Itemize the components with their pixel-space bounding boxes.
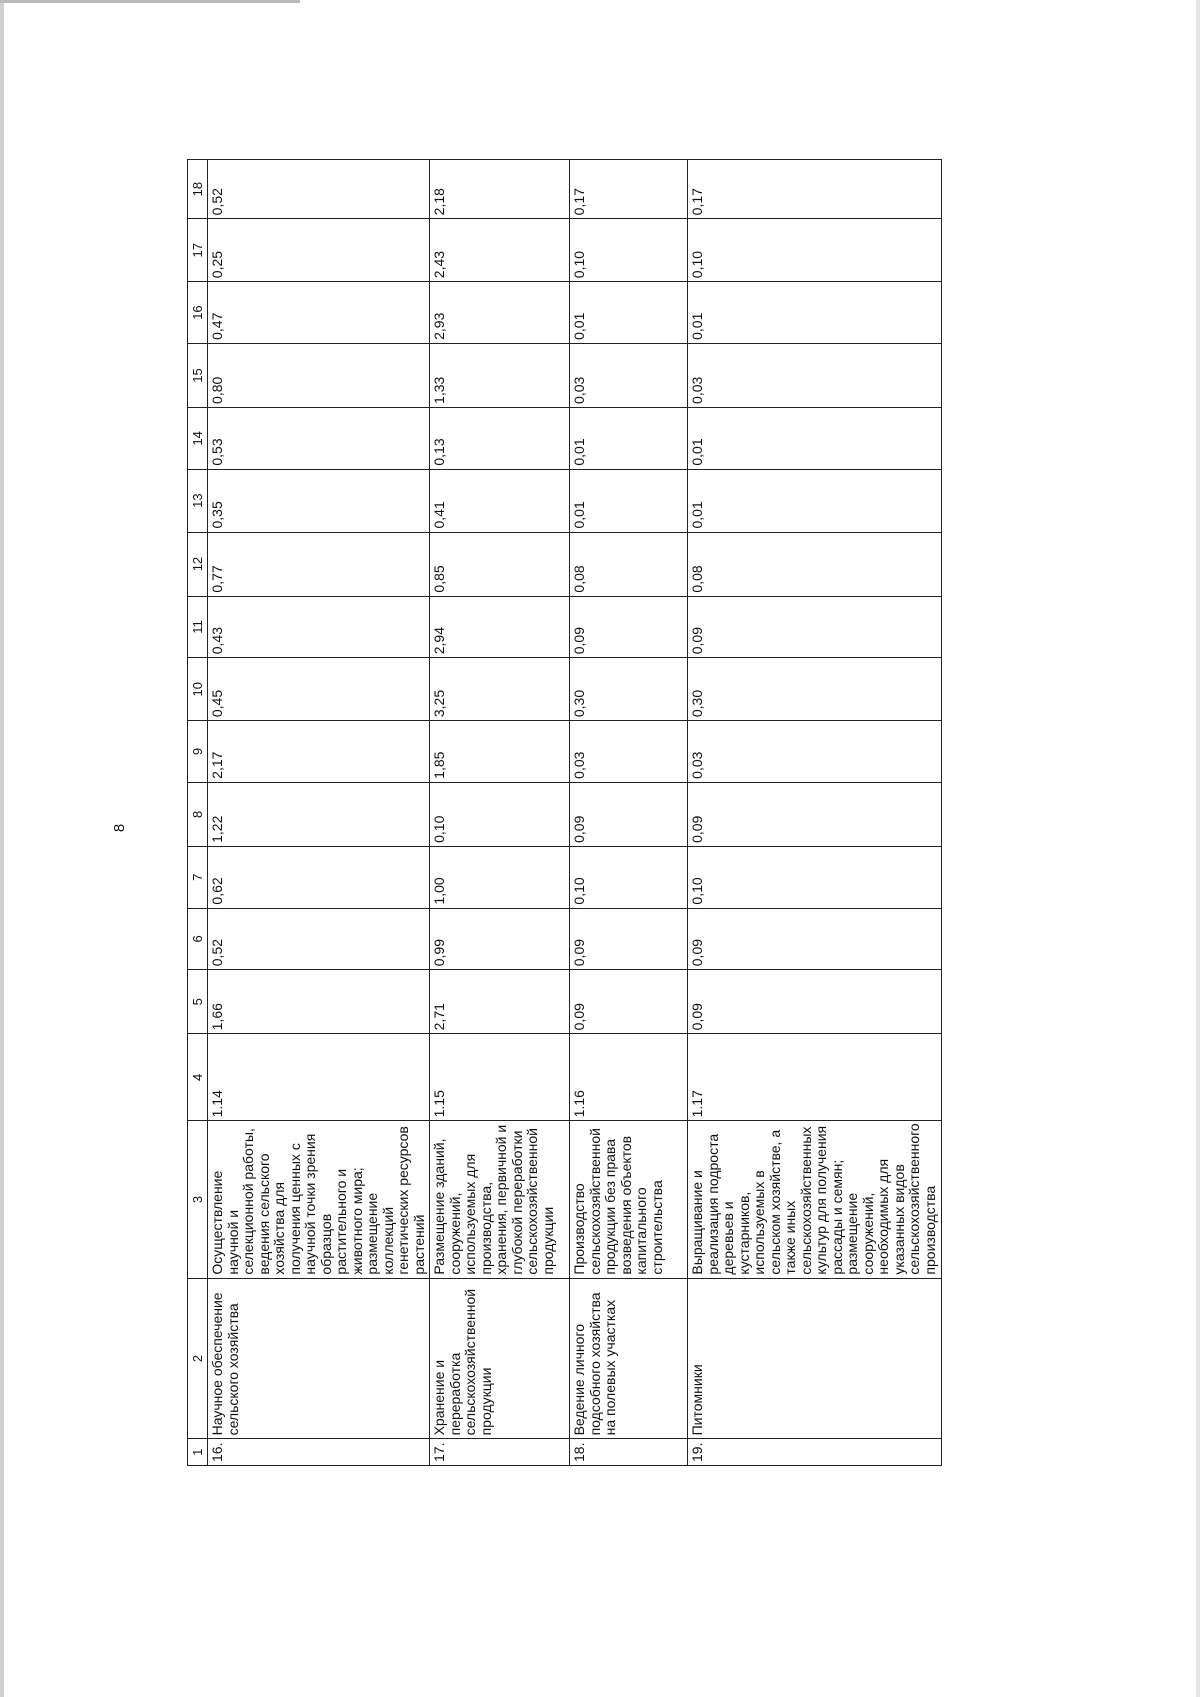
header-cell: 2 [188,1278,208,1439]
table-row [430,160,570,1466]
row-number: 18. [570,1439,688,1466]
value-cell: 0,01 [570,282,688,344]
value-cell: 0,01 [688,469,942,532]
header-cell: 3 [188,1121,208,1278]
header-cell: 6 [188,908,208,970]
value-cell: 1,33 [430,343,570,407]
value-cell: 2,94 [430,596,570,658]
scan-edge-top [0,0,300,3]
header-cell: 9 [188,721,208,783]
value-cell: 0,17 [570,160,688,219]
header-cell: 14 [188,407,208,469]
row-code: 1.16 [570,1034,688,1121]
row-name: Ведение личного подсобного хозяйства на полевых участках [570,1278,688,1439]
value-cell: 0,10 [688,846,942,908]
value-cell: 0,85 [430,532,570,596]
header-cell: 11 [188,596,208,658]
header-cell: 17 [188,219,208,282]
value-cell: 2,17 [208,721,430,783]
value-cell: 2,93 [430,282,570,344]
header-cell: 7 [188,846,208,908]
scan-edge-left [0,0,4,1697]
header-cell: 1 [188,1439,208,1466]
value-cell: 0,25 [208,219,430,282]
value-cell: 2,18 [430,160,570,219]
header-cell: 4 [188,1034,208,1121]
value-cell: 0,03 [570,343,688,407]
value-cell: 0,52 [208,160,430,219]
row-name: Хранение и переработка сельскохозяйственной продукции [430,1278,570,1439]
rotated-table-frame [187,159,938,1466]
row-number: 19. [688,1439,942,1466]
value-cell: 0,43 [208,596,430,658]
value-cell: 0,09 [688,782,942,846]
value-cell: 0,09 [688,908,942,970]
table-row [688,160,942,1466]
row-description: Осуществление научной и селекционной работы, ведения сельского хозяйства для получения ценных с научной точки зрения образцов растительного и животного мира; размещение коллекций генетических ресурсов растений [208,1121,430,1278]
table-header-row [188,160,208,1466]
row-description: Выращивание и реализация подроста деревьев и кустарников, используемых в сельском хозяйстве, а также иных сельскохозяйственных культур для получения рассады и семян; размещение сооружений, необходимых для указанных видов сельскохозяйственного производства [688,1121,942,1278]
value-cell: 0,41 [430,469,570,532]
value-cell: 2,43 [430,219,570,282]
header-cell: 13 [188,469,208,532]
header-cell: 18 [188,160,208,219]
value-cell: 0,30 [570,658,688,721]
value-cell: 0,09 [688,970,942,1034]
value-cell: 1,00 [430,846,570,908]
header-cell: 10 [188,658,208,721]
value-cell: 0,10 [570,846,688,908]
value-cell: 1,22 [208,782,430,846]
value-cell: 0,80 [208,343,430,407]
value-cell: 0,99 [430,908,570,970]
row-code: 1.17 [688,1034,942,1121]
value-cell: 0,01 [570,407,688,469]
land-use-table [187,159,942,1466]
table-row [570,160,688,1466]
value-cell: 0,10 [430,782,570,846]
value-cell: 0,47 [208,282,430,344]
value-cell: 0,03 [570,721,688,783]
value-cell: 1,85 [430,721,570,783]
value-cell: 0,09 [570,970,688,1034]
value-cell: 0,17 [688,160,942,219]
row-description: Размещение зданий, сооружений, используемых для производства, хранения, первичной и глубокой переработки сельскохозяйственной продукции [430,1121,570,1278]
value-cell: 2,71 [430,970,570,1034]
row-number: 17. [430,1439,570,1466]
value-cell: 0,10 [570,219,688,282]
row-number: 16. [208,1439,430,1466]
value-cell: 3,25 [430,658,570,721]
value-cell: 0,08 [570,532,688,596]
header-cell: 15 [188,343,208,407]
row-name: Питомники [688,1278,942,1439]
value-cell: 0,09 [570,908,688,970]
value-cell: 0,01 [570,469,688,532]
value-cell: 0,01 [688,407,942,469]
header-cell: 8 [188,782,208,846]
value-cell: 0,77 [208,532,430,596]
header-cell: 16 [188,282,208,344]
value-cell: 0,03 [688,343,942,407]
value-cell: 0,09 [570,596,688,658]
value-cell: 0,09 [570,782,688,846]
value-cell: 0,52 [208,908,430,970]
table-inner [187,159,938,1466]
row-code: 1.14 [208,1034,430,1121]
row-description: Производство сельскохозяйственной продукции без права возведения объектов капитального строительства [570,1121,688,1278]
value-cell: 1,66 [208,970,430,1034]
header-cell: 5 [188,970,208,1034]
value-cell: 0,62 [208,846,430,908]
value-cell: 0,03 [688,721,942,783]
row-code: 1.15 [430,1034,570,1121]
value-cell: 0,08 [688,532,942,596]
header-cell: 12 [188,532,208,596]
value-cell: 0,45 [208,658,430,721]
value-cell: 0,13 [430,407,570,469]
row-name: Научное обеспечение сельского хозяйства [208,1278,430,1439]
value-cell: 0,53 [208,407,430,469]
value-cell: 0,09 [688,596,942,658]
value-cell: 0,35 [208,469,430,532]
scan-edge-right [1196,0,1200,1697]
value-cell: 0,30 [688,658,942,721]
value-cell: 0,10 [688,219,942,282]
table-row [208,160,430,1466]
value-cell: 0,01 [688,282,942,344]
page-number: 8 [111,823,128,833]
